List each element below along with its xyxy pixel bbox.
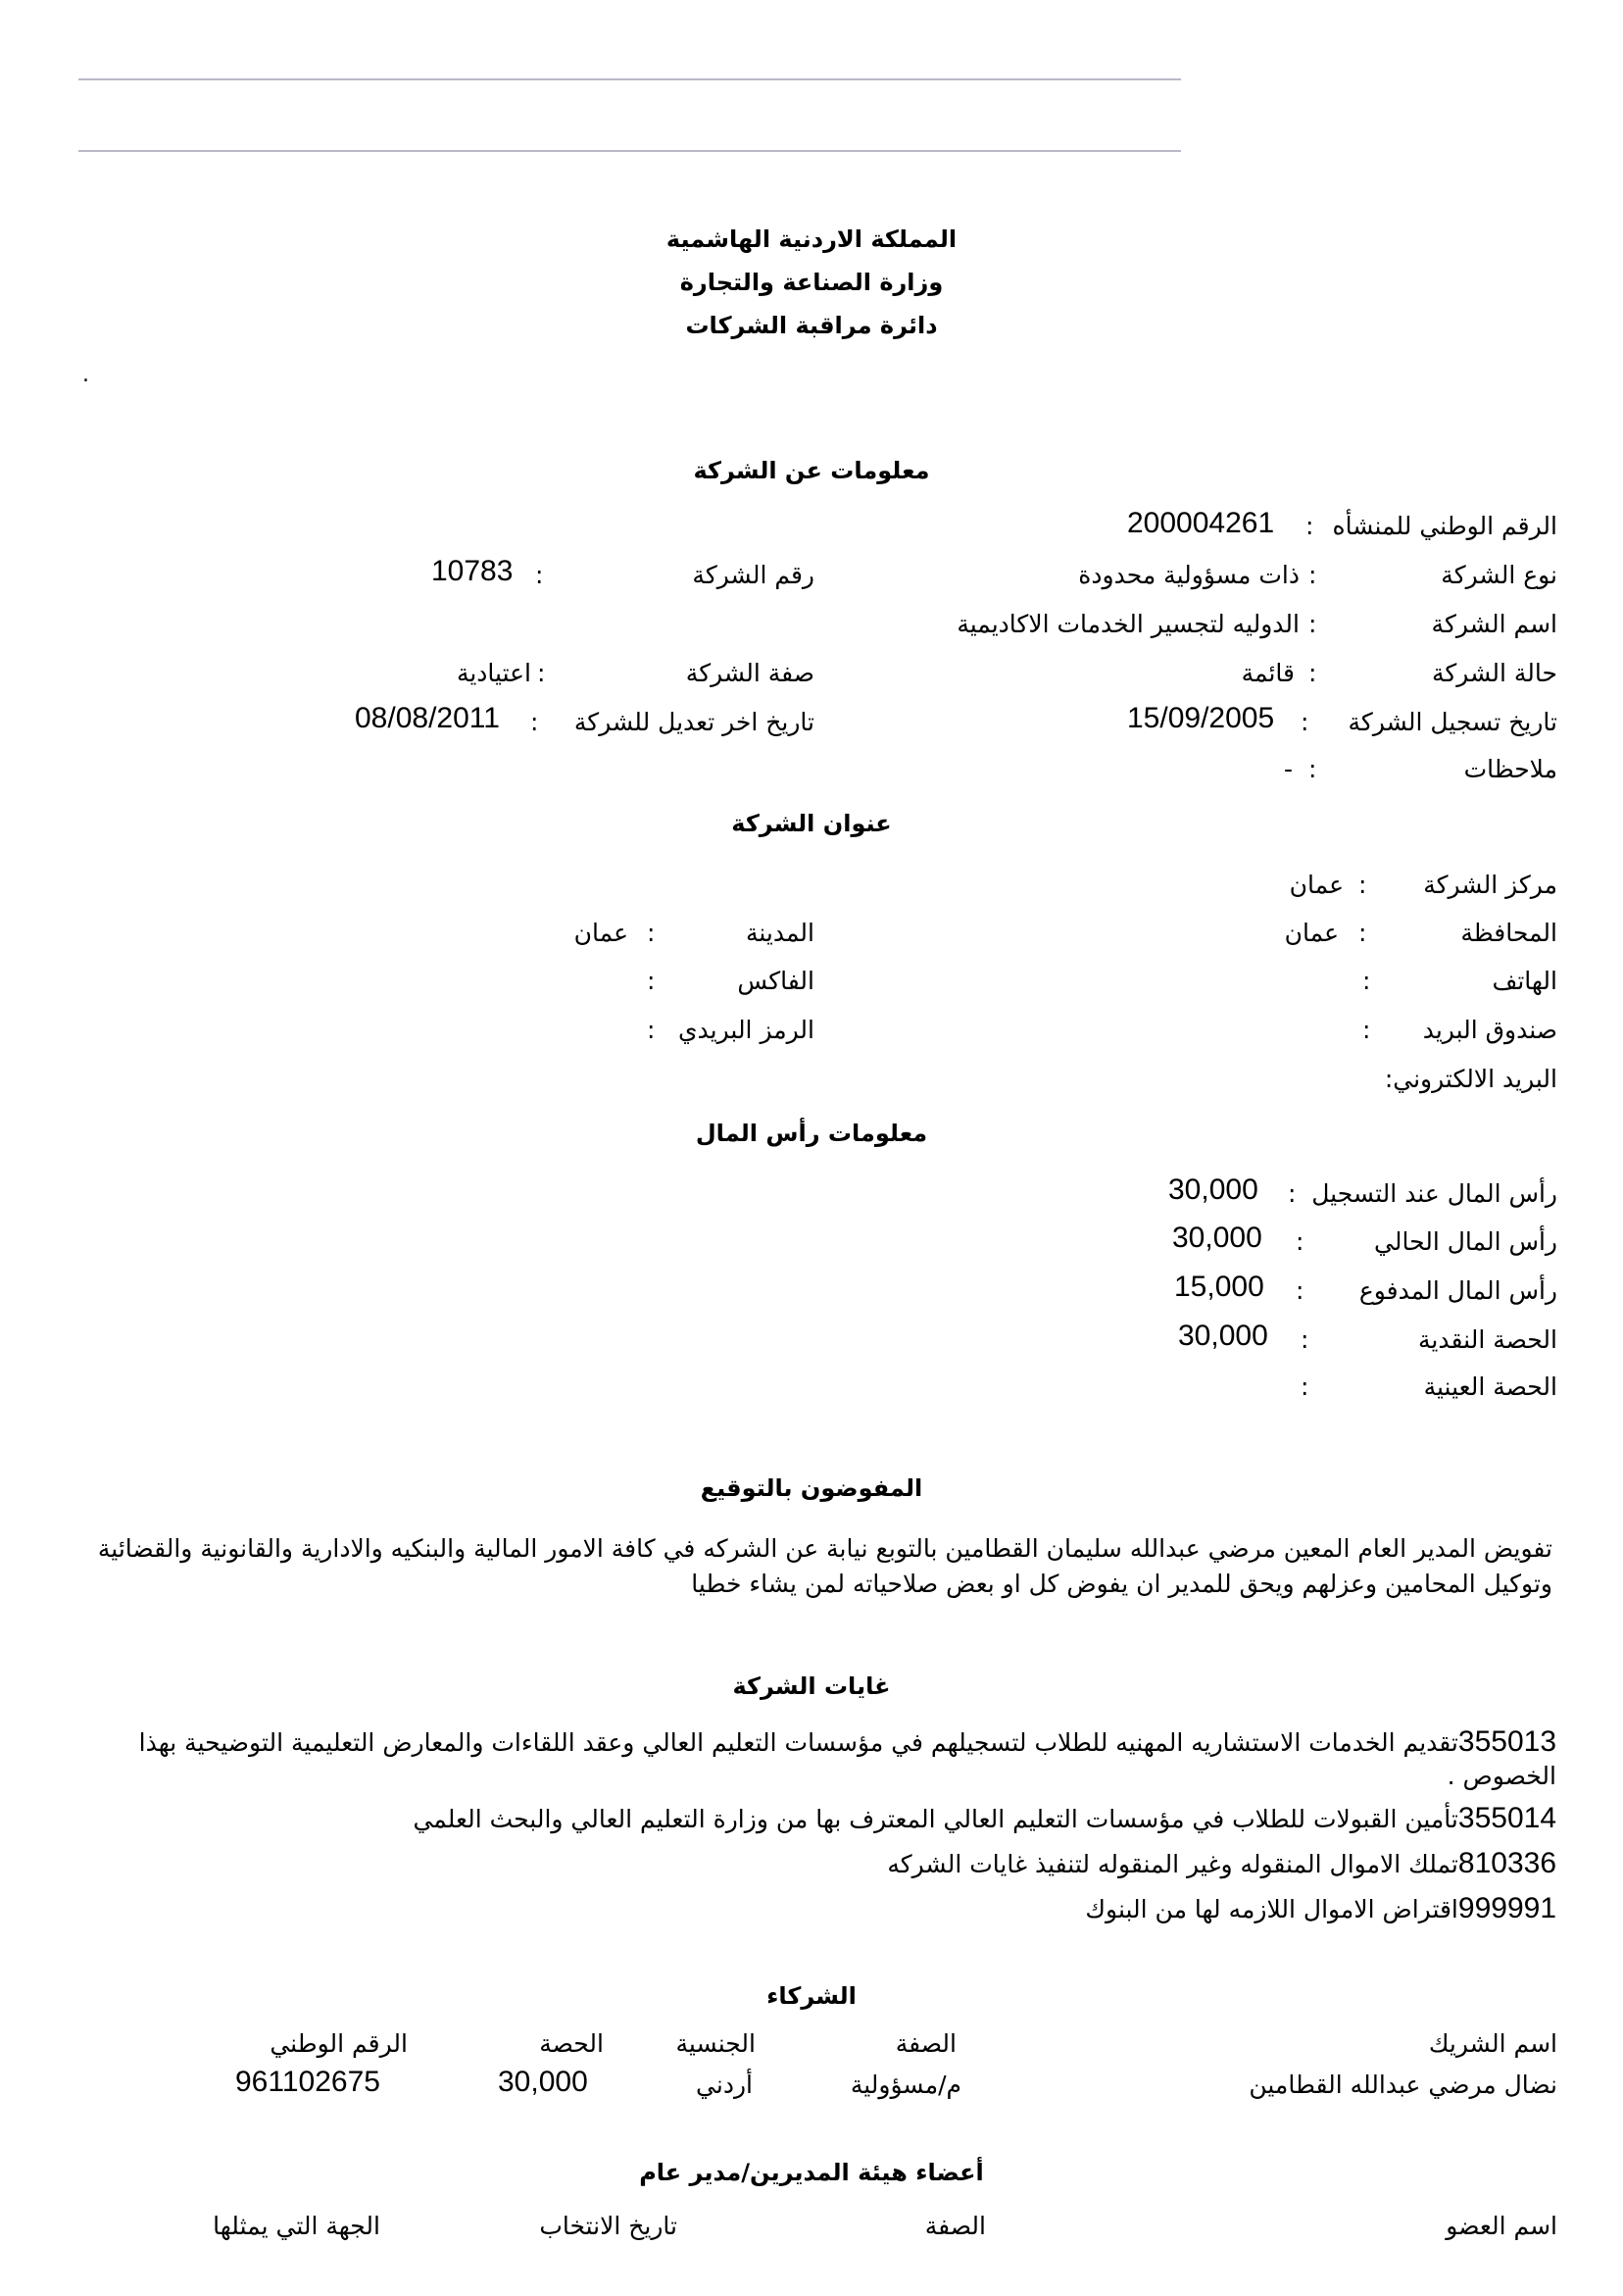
colon: : [1308,659,1317,687]
header-kingdom: المملكة الاردنية الهاشمية [665,225,958,253]
partner-national-id: 961102675 [235,2066,380,2098]
company-name-label: اسم الشركة [1431,610,1557,638]
fax-label: الفاكس [737,967,814,995]
stray-dot: . [82,363,89,387]
colon: : [647,967,656,995]
goal-item [47,1725,1556,1793]
partner-nationality: أردني [696,2071,753,2099]
company-status-value: قائمة [1241,659,1295,687]
represents-header: الجهة التي يمثلها [213,2212,380,2240]
headquarters-label: مركز الشركة [1423,871,1557,899]
cash-share-label: الحصة النقدية [1418,1325,1557,1354]
goals-title: غايات الشركة [732,1672,891,1700]
colon: : [1301,1325,1309,1354]
capital-current-value: 30,000 [1172,1222,1262,1254]
governorate-value: عمان [1284,919,1339,947]
company-number-label: رقم الشركة [692,561,814,589]
registration-date-label: تاريخ تسجيل الشركة [1348,708,1557,736]
partner-national-id-header: الرقم الوطني [270,2029,408,2058]
capital-paid-value: 15,000 [1174,1271,1264,1303]
company-type-label: نوع الشركة [1441,561,1557,589]
header-ministry: وزارة الصناعة والتجارة [679,269,944,296]
colon: : [535,561,544,589]
partners-title: الشركاء [766,1982,857,2010]
signatories-title: المفوضون بالتوقيع [700,1474,923,1502]
colon: : [1308,755,1317,783]
capital-current-label: رأس المال الحالي [1374,1227,1557,1256]
colon: : [1362,967,1371,995]
colon: : [1296,1227,1304,1256]
top-rule-2 [78,150,1181,152]
capital-registration-value: 30,000 [1168,1173,1258,1206]
goal-item [47,1892,1556,1926]
postal-code-label: الرمز البريدي [677,1016,814,1044]
address-title: عنوان الشركة [731,810,892,837]
company-info-title: معلومات عن الشركة [693,457,930,484]
notes-value: - [1284,755,1294,783]
colon: : [1362,1016,1371,1044]
election-date-header: تاريخ الانتخاب [539,2212,677,2240]
goal-item [47,1847,1556,1881]
colon: : [530,708,539,736]
colon: : [1358,871,1367,899]
colon: : [1308,610,1317,638]
managers-title: أعضاء هيئة المديرين/مدير عام [639,2159,984,2186]
header-department: دائرة مراقبة الشركات [685,312,938,339]
company-capacity-label: صفة الشركة [685,659,814,687]
email-label: البريد الالكتروني: [1384,1065,1557,1093]
colon: : [537,659,546,687]
capital-registration-label: رأس المال عند التسجيل [1311,1179,1557,1208]
governorate-label: المحافظة [1460,919,1557,947]
goal-code: 355014 [1457,1802,1556,1834]
last-modified-value: 08/08/2011 [355,702,500,734]
inkind-share-label: الحصة العينية [1423,1373,1557,1401]
national-id-label: الرقم الوطني للمنشأه [1332,512,1557,540]
colon: : [1288,1179,1297,1208]
colon: : [1301,708,1309,736]
partner-role: م/مسؤولية [850,2071,961,2099]
goal-code: 999991 [1457,1892,1556,1924]
colon: : [647,919,656,947]
colon: : [1308,561,1317,589]
signatories-text: تفويض المدير العام المعين مرضي عبدالله سليمان القطامين بالتوبع نيابة عن الشركه في كافة الامور المالية والبنكيه والادارية والقانونية والقضائية وتوكيل المحامين وعزلهم ويحق للمدير ان يفوض كل او بعض صلاحياته لمن يشاء خطيا [97,1534,1552,1598]
capital-title: معلومات رأس المال [695,1120,928,1147]
partner-role-header: الصفة [895,2029,957,2058]
company-status-label: حالة الشركة [1431,659,1557,687]
capital-paid-label: رأس المال المدفوع [1358,1276,1557,1305]
colon: : [1296,1276,1304,1305]
colon: : [1301,1373,1309,1401]
cash-share-value: 30,000 [1178,1320,1268,1352]
colon: : [1358,919,1367,947]
national-id-value: 200004261 [1127,507,1275,539]
pobox-label: صندوق البريد [1422,1016,1557,1044]
city-value: عمان [573,919,628,947]
partner-share: 30,000 [498,2066,588,2098]
goal-item [47,1802,1556,1836]
headquarters-value: عمان [1289,871,1344,899]
notes-label: ملاحظات [1463,755,1557,783]
partner-name: نضال مرضي عبدالله القطامين [1249,2071,1557,2099]
company-capacity-value: اعتيادية [456,659,531,687]
goal-code: 810336 [1457,1847,1556,1879]
company-type-value: ذات مسؤولية محدودة [1078,561,1300,589]
partner-share-header: الحصة [539,2029,604,2058]
colon: : [1305,512,1314,540]
city-label: المدينة [745,919,814,947]
last-modified-label: تاريخ اخر تعديل للشركة [573,708,814,736]
company-name-value: الدوليه لتجسير الخدمات الاكاديمية [957,610,1300,638]
goal-text: اقتراض الاموال اللازمه لها من البنوك [1085,1895,1458,1923]
member-name-header: اسم العضو [1446,2212,1557,2240]
goal-code: 355013 [1457,1725,1556,1758]
member-role-header: الصفة [924,2212,986,2240]
phone-label: الهاتف [1492,967,1557,995]
goal-text: تأمين القبولات للطلاب في مؤسسات التعليم العالي المعترف بها من وزارة التعليم العالي والبحث العلمي [413,1805,1458,1833]
partner-nationality-header: الجنسية [675,2029,756,2058]
goal-text: تقديم الخدمات الاستشاريه المهنيه للطلاب لتسجيلهم في مؤسسات التعليم العالي وعقد اللقاءات والمعارض التعليمية التوضيحية بهذا الخصوص . [138,1728,1556,1790]
registration-date-value: 15/09/2005 [1127,702,1275,734]
top-rule-1 [78,78,1181,80]
partner-name-header: اسم الشريك [1428,2029,1557,2058]
goal-text: تملك الاموال المنقوله وغير المنقوله لتنفيذ غايات الشركه [887,1850,1458,1878]
company-number-value: 10783 [431,555,514,587]
colon: : [647,1016,656,1044]
